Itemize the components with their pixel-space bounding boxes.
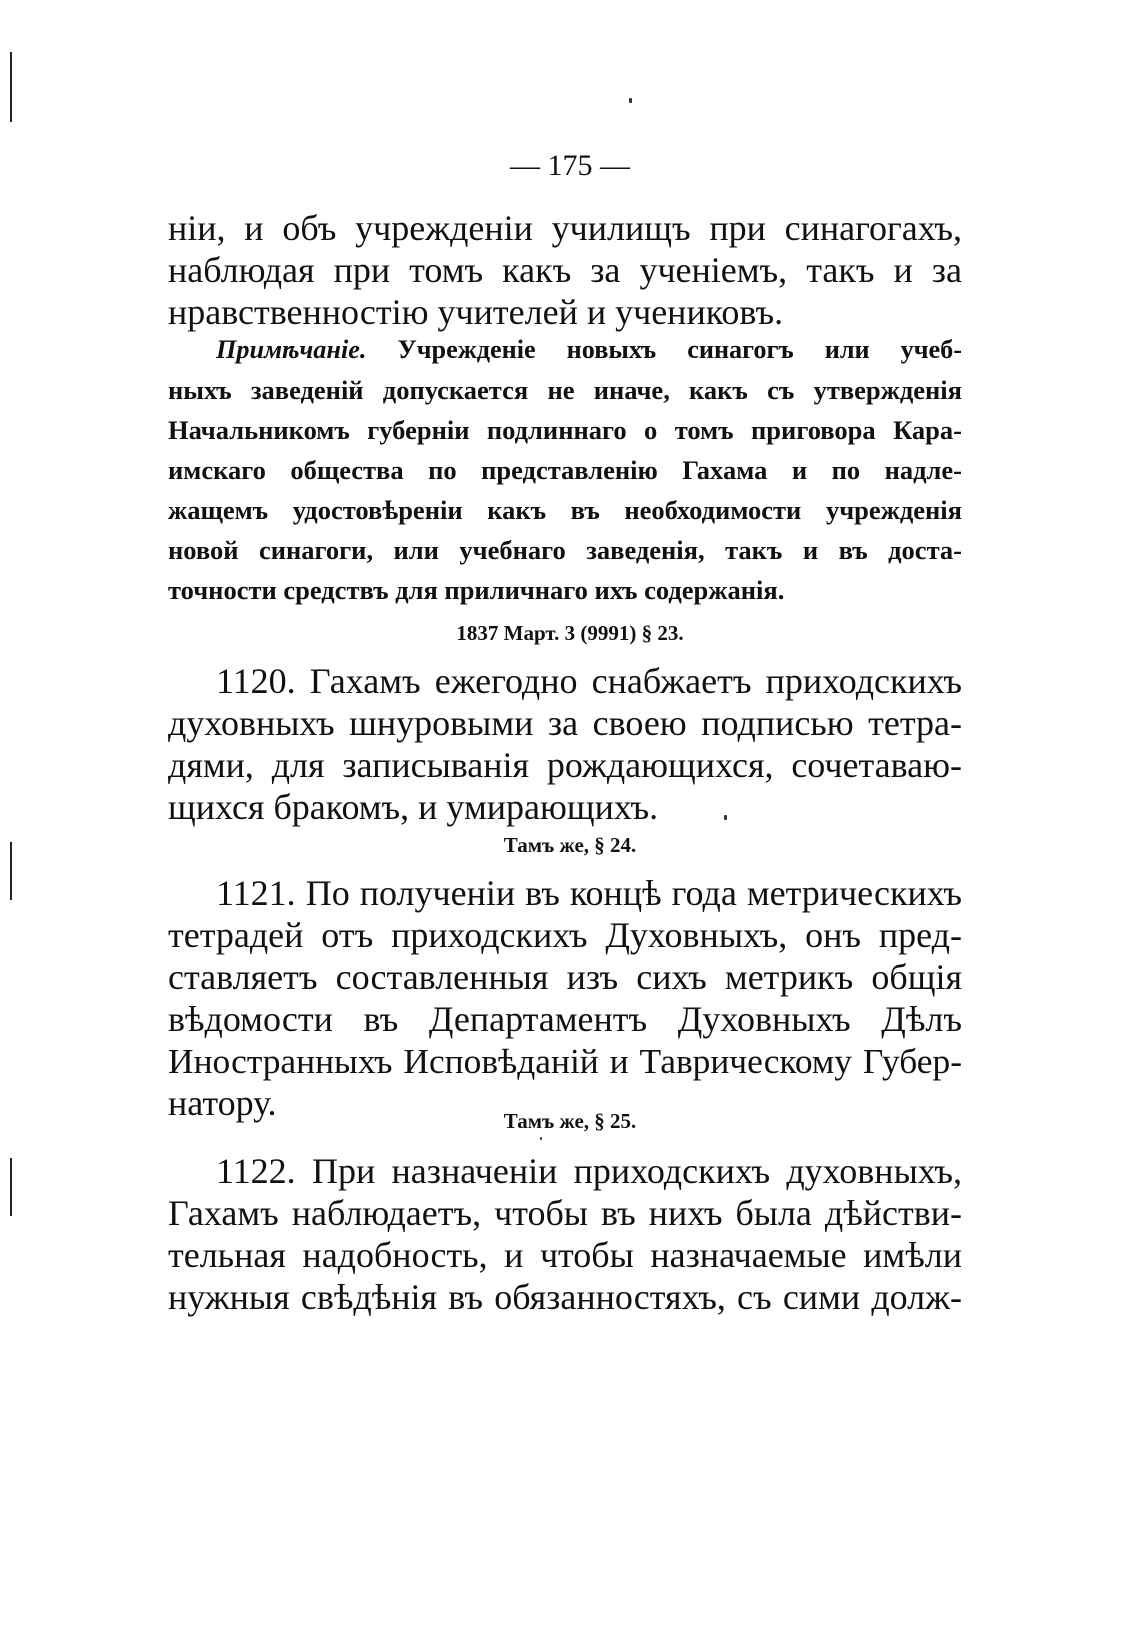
citation: 1837 Март. 3 (9991) § 23.: [456, 621, 684, 645]
page-number: — 175 —: [510, 149, 630, 182]
text-line: тельная надобность, и чтобы назначаемые имѣли: [168, 1235, 962, 1275]
text-line: 1121. По полученiи въ концѣ года метрическихъ: [216, 873, 962, 913]
scan-speck: [724, 815, 727, 820]
note-line: имскаго общества по представленiю Гахама и по надле-: [168, 455, 962, 485]
scan-margin-mark: [10, 52, 12, 122]
citation: Тамъ же, § 24.: [503, 833, 637, 857]
intro-paragraph: [168, 207, 962, 333]
note-first-line-text: Учрежденiе новыхъ синагогъ или учеб-: [397, 335, 962, 364]
text-line: щихся бракомъ, и умирающихъ.: [168, 787, 659, 827]
text-line: нiи, и объ учрежденiи училищъ при синагогахъ,: [168, 208, 962, 248]
text-line: тетрадей отъ приходскихъ Духовныхъ, онъ пред-: [168, 915, 962, 955]
citation: Тамъ же, § 25.: [503, 1109, 637, 1133]
scan-margin-mark: [10, 842, 12, 900]
article-1121: [168, 872, 962, 1124]
note-first-line: [168, 330, 962, 370]
note-line: новой синагоги, или учебнаго заведенiя, такъ и въ доста-: [168, 535, 962, 565]
note-line: Начальникомъ губернiи подлиннаго о томъ приговора Кара-: [168, 415, 962, 445]
text-line: дями, для записыванiя рождающихся, сочетаваю-: [168, 745, 962, 785]
text-line: Иностранныхъ Исповѣданiй и Таврическому Губер-: [168, 1041, 962, 1081]
note-label: Примѣчанiе.: [216, 335, 367, 364]
text-line: ставляетъ составленныя изъ сихъ метрикъ общiя: [168, 957, 962, 997]
text-line: 1120. Гахамъ ежегодно снабжаетъ приходскихъ: [216, 661, 962, 701]
text-line: нужныя свѣдѣнiя въ обязанностяхъ, съ сими долж-: [168, 1277, 962, 1317]
note-line: точности средствъ для приличнаго ихъ содержанiя.: [168, 575, 785, 605]
scan-speck: [540, 1137, 542, 1140]
text-line: нравственностiю учителей и учениковъ.: [168, 292, 784, 332]
text-line: натору.: [168, 1083, 277, 1123]
text-line: Гахамъ наблюдаетъ, чтобы въ нихъ была дѣйстви-: [168, 1193, 962, 1233]
note-paragraph: [168, 330, 962, 610]
note-line: ныхъ заведенiй допускается не иначе, какъ съ утвержденiя: [168, 375, 962, 405]
article-1122: [168, 1150, 962, 1318]
text-line: вѣдомости въ Департаментъ Духовныхъ Дѣлъ: [168, 999, 962, 1039]
text-line: 1122. При назначенiи приходскихъ духовныхъ,: [216, 1151, 962, 1191]
note-line: жащемъ удостовѣренiи какъ въ необходимости учрежденiя: [168, 495, 962, 525]
text-line: наблюдая при томъ какъ за ученiемъ, такъ и за: [168, 250, 962, 290]
text-line: духовныхъ шнуровыми за своею подписью тетра-: [168, 703, 962, 743]
scan-speck: [629, 98, 632, 103]
scan-margin-mark: [10, 1158, 12, 1216]
article-1120: [168, 660, 962, 828]
